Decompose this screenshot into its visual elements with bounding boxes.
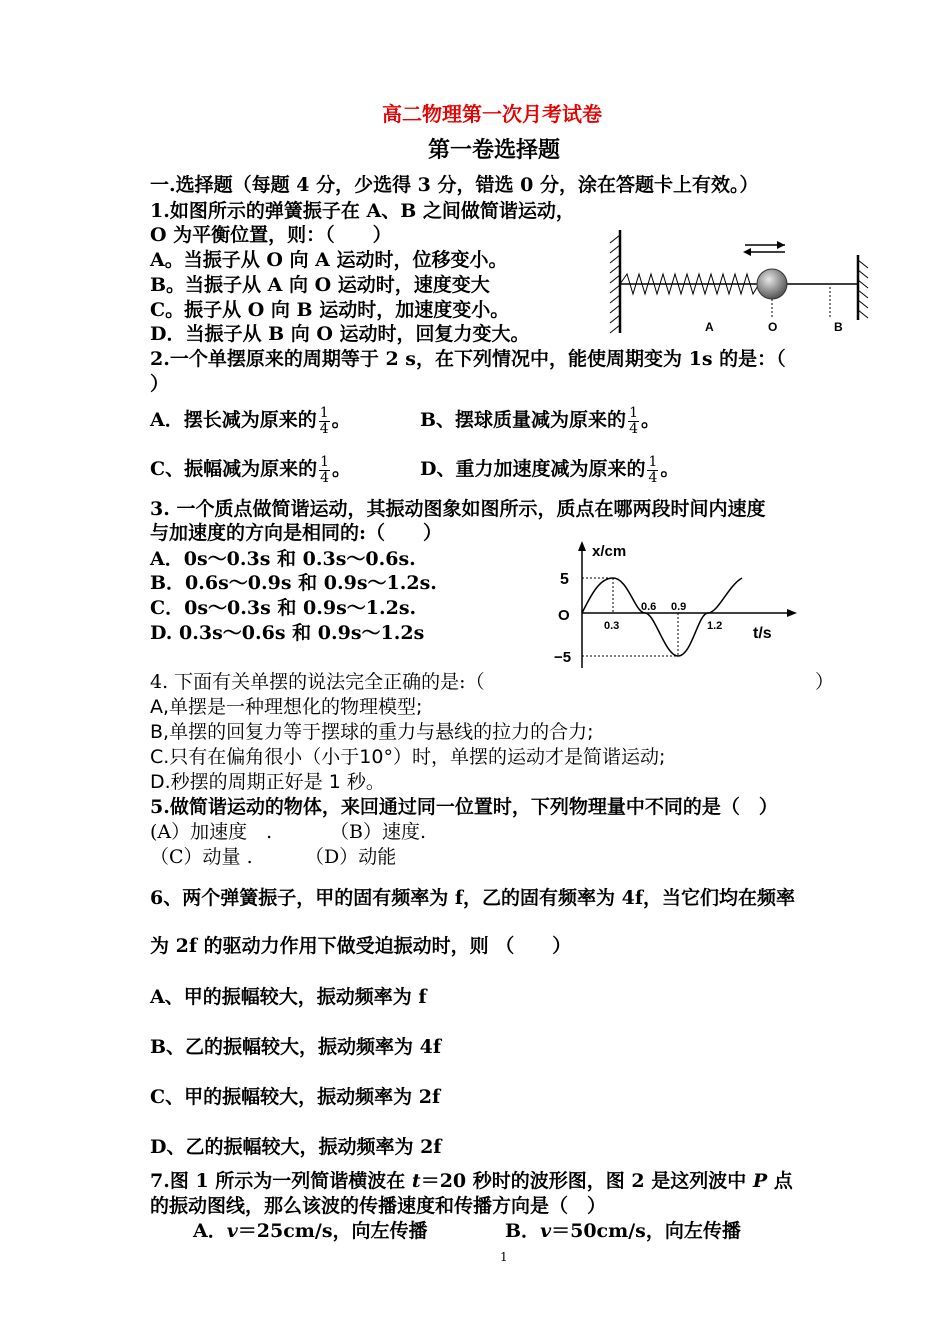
tick-0.3: 0.3 — [604, 620, 620, 632]
q6-stem-line1: 6、两个弹簧振子，甲的固有频率为 f，乙的固有频率为 4f，当它们均在频率 — [150, 887, 796, 909]
q2-option-a: A．摆长减为原来的 $\frac{1}{4}$ 。 — [150, 404, 351, 437]
y-bottom-label: −5 — [554, 649, 572, 666]
q7-stem-line2: 的振动图线，那么该波的传播速度和传播方向是（ ） — [150, 1195, 607, 1217]
y-top-label: 5 — [560, 571, 569, 588]
q4-stem: 4. 下面有关单摆的说法完全正确的是:（ — [150, 671, 485, 693]
q3-option-a: A．0s～0.3s 和 0.3s～0.6s. — [150, 548, 416, 570]
tick-0.6: 0.6 — [641, 601, 657, 613]
q4-close-paren: ） — [815, 671, 835, 693]
label-a: A — [705, 320, 714, 334]
q3-option-d: D. 0.3s～0.6s 和 0.9s～1.2s — [150, 622, 425, 644]
q1-option-c: C。振子从 O 向 B 运动时，加速度变小。 — [150, 299, 510, 321]
q6-option-d: D、乙的振幅较大，振动频率为 2f — [150, 1136, 442, 1158]
q6-option-b: B、乙的振幅较大，振动频率为 4f — [150, 1036, 442, 1058]
tick-0.9: 0.9 — [671, 601, 687, 613]
q5-option-b: （B）速度. — [330, 821, 427, 843]
oscillator-ball — [757, 269, 787, 299]
label-b: B — [834, 320, 843, 334]
section-title: 第一卷选择题 — [428, 137, 561, 163]
instructions: 一.选择题（每题 4 分，少选得 3 分，错选 0 分，涂在答题卡上有效。） — [150, 174, 759, 196]
q7-option-b: B．v＝50cm/s，向左传播 — [505, 1220, 741, 1242]
q2-stem-line1: 2.一个单摆原来的周期等于 2 s，在下列情况中，能使周期变为 1s 的是：（ — [150, 348, 786, 370]
q2-option-b: B、摆球质量减为原来的 $\frac{1}{4}$ 。 — [420, 404, 660, 437]
sine-curve — [582, 578, 742, 656]
fraction-one-quarter: $\frac{1}{4}$ — [629, 404, 638, 437]
x-axis-label: t/s — [753, 625, 772, 642]
q2-option-c: C、振幅减为原来的 $\frac{1}{4}$ 。 — [150, 453, 352, 486]
q4-option-c: C.只有在偏角很小（小于10°）时，单摆的运动才是简谐运动; — [150, 746, 666, 768]
q6-option-a: A、甲的振幅较大，振动频率为 f — [150, 986, 427, 1008]
origin-label: O — [558, 607, 570, 624]
q1-option-b: B。当振子从 A 向 O 运动时，速度变大 — [150, 274, 490, 296]
label-o: O — [768, 320, 778, 334]
y-axis-label: x/cm — [592, 543, 627, 560]
tick-1.2: 1.2 — [707, 620, 723, 632]
fraction-one-quarter: $\frac{1}{4}$ — [648, 453, 658, 486]
q5-option-d: （D）动能 — [305, 846, 397, 868]
q3-option-c: C．0s～0.3s 和 0.9s～1.2s. — [150, 597, 417, 619]
q3-option-b: B．0.6s～0.9s 和 0.9s～1.2s. — [150, 572, 437, 594]
q2-option-d: D、重力加速度减为原来的 $\frac{1}{4}$ 。 — [420, 453, 680, 486]
q1-option-d: D．当振子从 B 向 O 运动时，回复力变大。 — [150, 323, 530, 345]
vibration-graph — [550, 538, 805, 673]
q1-stem-line1: 1.如图所示的弹簧振子在 A、B 之间做简谐运动， — [150, 200, 575, 222]
spring-oscillator-figure — [605, 225, 875, 340]
q3-stem-line1: 3. 一个质点做简谐运动，其振动图象如图所示，质点在哪两段时间内速度 — [150, 498, 766, 520]
q4-option-d: D.秒摆的周期正好是 1 秒。 — [150, 771, 385, 793]
fraction-one-quarter: $\frac{1}{4}$ — [320, 453, 330, 486]
fraction-one-quarter: $\frac{1}{4}$ — [319, 404, 329, 437]
page-number: 1 — [500, 1250, 508, 1264]
q5-option-a: (A）加速度 . — [150, 821, 273, 843]
q4-option-b: B,单摆的回复力等于摆球的重力与悬线的拉力的合力; — [150, 721, 594, 743]
q6-option-c: C、甲的振幅较大，振动频率为 2f — [150, 1086, 441, 1108]
q7-option-a: A．v＝25cm/s，向左传播 — [193, 1220, 428, 1242]
q7-stem-line1: 7.图 1 所示为一列简谐横波在 t＝20 秒时的波形图，图 2 是这列波中 P 点 — [150, 1170, 793, 1192]
q6-stem-line2: 为 2f 的驱动力作用下做受迫振动时，则 （ ） — [150, 935, 572, 957]
q5-option-c: （C）动量 . — [150, 846, 253, 868]
q4-option-a: A,单摆是一种理想化的物理模型; — [150, 696, 423, 718]
q2-stem-line2: ） — [150, 373, 170, 395]
q1-option-a: A。当振子从 O 向 A 运动时，位移变小。 — [150, 249, 508, 271]
q1-stem-line2: O 为平衡位置，则：（ ） — [150, 224, 392, 246]
q3-stem-line2: 与加速度的方向是相同的:（ ） — [150, 522, 443, 544]
exam-title: 高二物理第一次月考试卷 — [382, 102, 602, 126]
q5-stem: 5.做简谐运动的物体，来回通过同一位置时，下列物理量中不同的是（ ） — [150, 796, 778, 818]
